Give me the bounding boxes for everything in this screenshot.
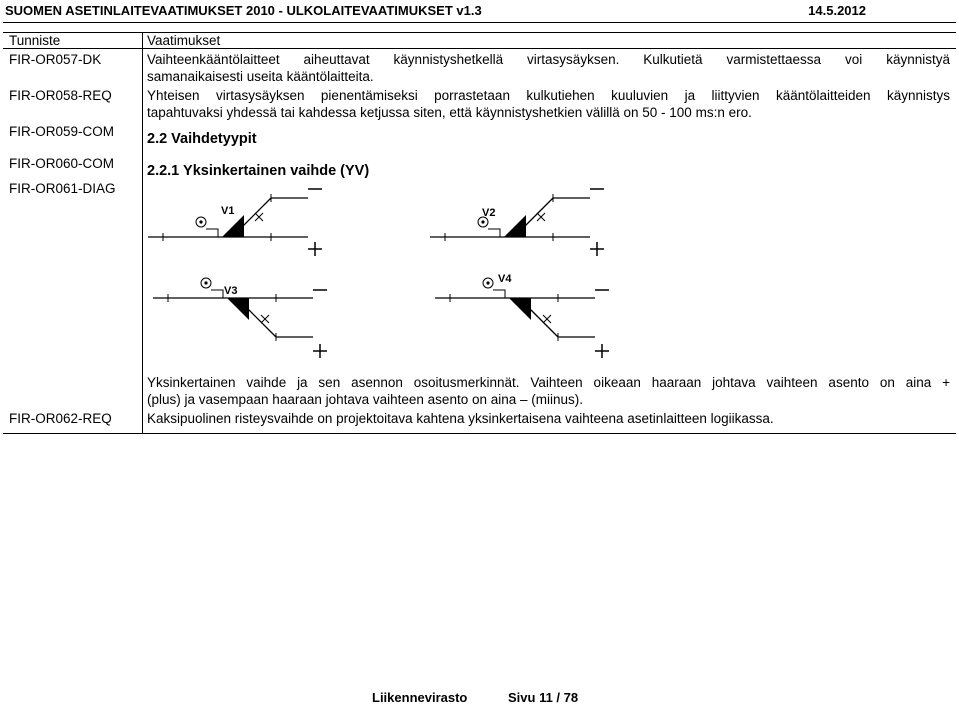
switch-v4 <box>435 273 609 358</box>
row-text-line: tapahtuvaksi yhdessä tai kahdessa ketjussa siten, että käynnistyshetkien välillä on 50 - 100 ms:n ero. <box>147 105 752 120</box>
row-text-line: Vaihteenkääntölaitteet aiheuttavat käynnistyshetkellä virtasysäyksen. Kulkutietä varmistettaessa voi käynnistyä <box>147 52 950 67</box>
row-text-line: samanaikaisesti useita kääntölaitteita. <box>147 69 374 84</box>
document-date: 14.5.2012 <box>808 3 866 18</box>
row-id: FIR-OR061-DIAG <box>9 181 116 196</box>
table-column-divider <box>142 32 143 433</box>
subsection-heading: 2.2.1 Yksinkertainen vaihde (YV) <box>147 163 370 179</box>
table-top-rule <box>3 32 956 33</box>
switch-label: V4 <box>498 273 512 285</box>
column-header-id: Tunniste <box>9 33 61 48</box>
footer-page-number: Sivu 11 / 78 <box>508 690 579 705</box>
row-text-line: Yhteisen virtasysäyksen pienentämiseksi porrastetaan kulkutiehen kuuluvien ja liittyvien kääntölaitteiden käynnistys <box>147 88 950 103</box>
switch-label: V1 <box>221 205 235 217</box>
section-heading: 2.2 Vaihdetyypit <box>147 131 257 147</box>
switch-v1 <box>148 189 322 256</box>
row-text-line: Kaksipuolinen risteysvaihde on projektoitava kahtena yksinkertaisena vaihteena asetinlaitteen logiikassa. <box>147 411 774 426</box>
page-header <box>3 0 956 24</box>
diagram-caption-line: (plus) ja vasempaan haaraan johtava vaihteen asento on aina – (miinus). <box>147 392 584 407</box>
switch-diagram <box>148 178 628 368</box>
switch-label: V2 <box>482 207 496 219</box>
switch-label: V3 <box>224 285 238 297</box>
row-id: FIR-OR059-COM <box>9 124 115 139</box>
header-rule <box>3 22 956 23</box>
switch-v3 <box>153 278 327 358</box>
row-id: FIR-OR058-REQ <box>9 88 112 103</box>
column-header-requirements: Vaatimukset <box>147 33 221 48</box>
diagram-caption-line: Yksinkertainen vaihde ja sen asennon osoitusmerkinnät. Vaihteen oikeaan haaraan johtava vaihteen asento on aina + <box>147 375 950 390</box>
row-id: FIR-OR057-DK <box>9 52 102 67</box>
table-bottom-rule <box>3 433 956 434</box>
switch-v2 <box>430 189 604 256</box>
footer-publisher: Liikennevirasto <box>372 690 468 705</box>
table-header-rule <box>3 48 956 49</box>
row-id: FIR-OR060-COM <box>9 156 115 171</box>
document-title: SUOMEN ASETINLAITEVAATIMUKSET 2010 - ULKOLAITEVAATIMUKSET v1.3 <box>5 3 482 18</box>
row-id: FIR-OR062-REQ <box>9 411 112 426</box>
